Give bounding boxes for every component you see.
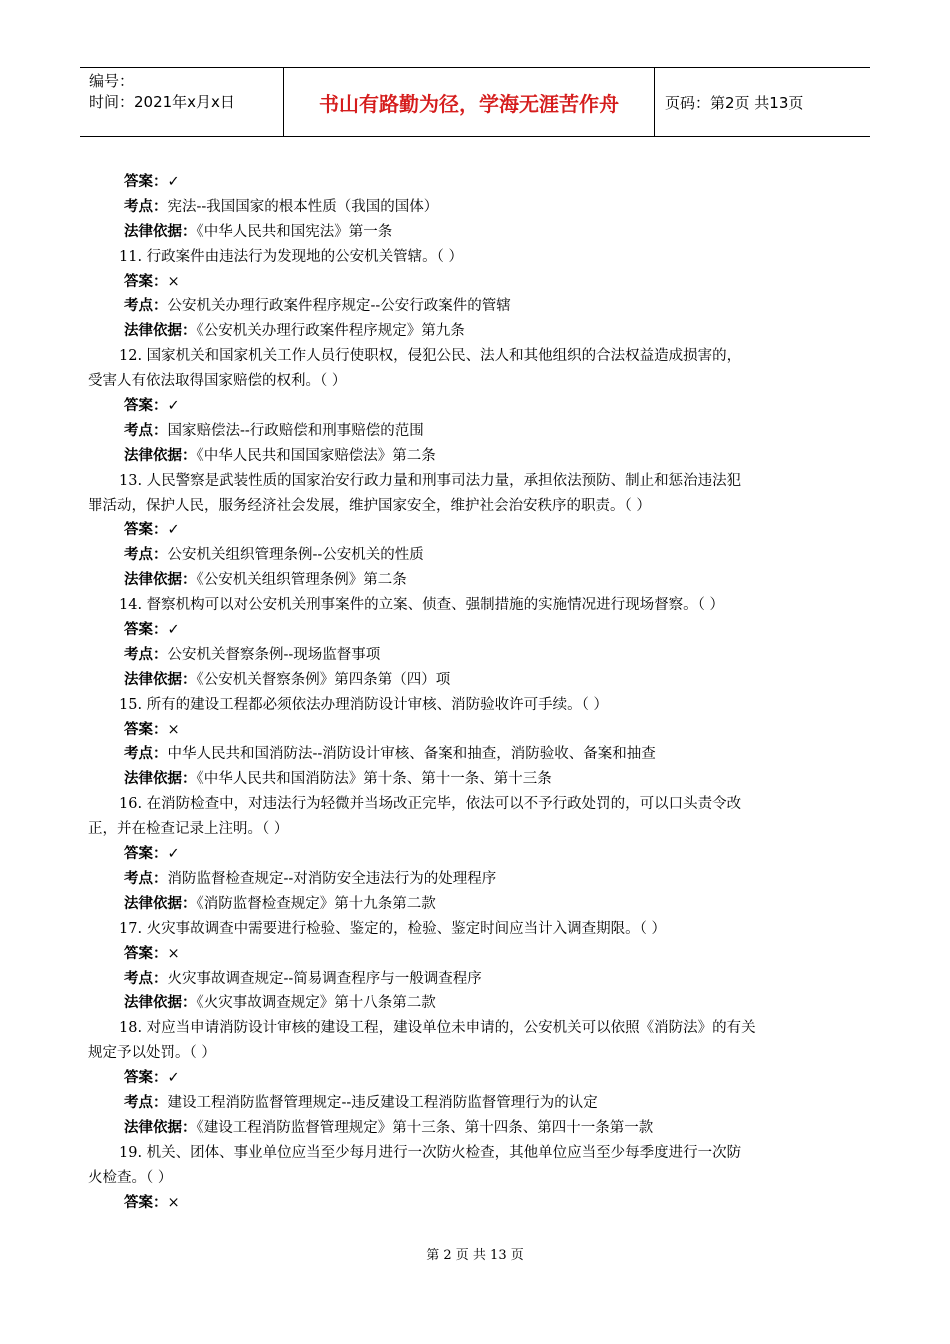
basis-line: 法律依据：《公安机关办理行政案件程序规定》第九条: [124, 323, 465, 340]
answer-line: 答案：✓: [124, 846, 180, 863]
answer-line: 答案：×: [124, 945, 180, 962]
answer-line: 答案：✓: [124, 398, 180, 415]
document-body: [88, 170, 860, 1215]
basis-line: 法律依据：《中华人民共和国宪法》第一条: [124, 223, 393, 240]
question-13: 13. 人民警察是武装性质的国家治安行政力量和刑事司法力量，承担依法预防、制止和惩治违法犯: [119, 472, 742, 489]
basis-line: 法律依据：《公安机关组织管理条例》第二条: [124, 572, 407, 589]
question-18: 18. 对应当申请消防设计审核的建设工程，建设单位未申请的，公安机关可以依照《消防法》的有关: [119, 1020, 756, 1037]
basis-line: 法律依据：《火灾事故调查规定》第十八条第二款: [124, 995, 436, 1012]
answer-line: 答案：✓: [124, 622, 180, 639]
answer-line: 答案：✓: [124, 174, 180, 190]
question-13-cont: 罪活动，保护人民，服务经济社会发展，维护国家安全，维护社会治安秩序的职责。（ ）: [88, 497, 651, 514]
question-12-cont: 受害人有依法取得国家赔偿的权利。（ ）: [88, 373, 347, 390]
answer-line: 答案：✓: [124, 1070, 180, 1087]
page-header: [80, 67, 870, 137]
point-line: 考点：宪法--我国国家的根本性质（我国的国体）: [124, 198, 439, 215]
header-page-info: 页码：第2页 共13页: [665, 93, 804, 112]
answer-line: 答案：×: [124, 721, 180, 738]
document-number-label: 编号：: [89, 72, 135, 90]
point-line: 考点：公安机关组织管理条例--公安机关的性质: [124, 547, 424, 564]
point-line: 考点：建设工程消防监督管理规定--违反建设工程消防监督管理行为的认定: [124, 1094, 598, 1111]
point-line: 考点：国家赔偿法--行政赔偿和刑事赔偿的范围: [124, 422, 424, 439]
basis-line: 法律依据：《消防监督检查规定》第十九条第二款: [124, 895, 436, 912]
point-line: 考点：公安机关督察条例--现场监督事项: [124, 646, 381, 663]
basis-line: 法律依据：《中华人民共和国消防法》第十条、第十一条、第十三条: [124, 771, 552, 788]
document-date: 时间：2021年x月x日: [89, 93, 235, 111]
answer-line: 答案：✓: [124, 522, 180, 539]
header-meta: [80, 68, 284, 136]
point-line: 考点：火灾事故调查规定--简易调查程序与一般调查程序: [124, 970, 482, 987]
question-16-cont: 正，并在检查记录上注明。（ ）: [88, 821, 289, 838]
answer-line: 答案：×: [124, 1194, 180, 1211]
question-12: 12. 国家机关和国家机关工作人员行使职权，侵犯公民、法人和其他组织的合法权益造成损害的，: [119, 348, 742, 365]
question-11: 11. 行政案件由违法行为发现地的公安机关管辖。（ ）: [119, 248, 464, 265]
point-line: 考点：公安机关办理行政案件程序规定--公安行政案件的管辖: [124, 298, 511, 315]
page-footer: 第 2 页 共 13 页: [426, 1248, 524, 1263]
basis-line: 法律依据：《中华人民共和国国家赔偿法》第二条: [124, 447, 436, 464]
point-line: 考点：消防监督检查规定--对消防安全违法行为的处理程序: [124, 870, 497, 887]
basis-line: 法律依据：《公安机关督察条例》第四条第（四）项: [124, 671, 451, 688]
question-14: 14. 督察机构可以对公安机关刑事案件的立案、侦查、强制措施的实施情况进行现场督察。（ ）: [119, 597, 725, 614]
header-motto: 书山有路勤为径，学海无涯苦作舟: [284, 68, 655, 136]
point-line: 考点：中华人民共和国消防法--消防设计审核、备案和抽查，消防验收、备案和抽查: [124, 746, 656, 763]
answer-line: 答案：×: [124, 273, 180, 290]
basis-line: 法律依据：《建设工程消防监督管理规定》第十三条、第十四条、第四十一条第一款: [124, 1119, 654, 1136]
question-15: 15. 所有的建设工程都必须依法办理消防设计审核、消防验收许可手续。（ ）: [119, 696, 609, 713]
question-16: 16. 在消防检查中，对违法行为轻微并当场改正完毕，依法可以不予行政处罚的，可以口头责令改: [119, 796, 742, 813]
question-19-cont: 火检查。（ ）: [88, 1169, 173, 1186]
question-19: 19. 机关、团体、事业单位应当至少每月进行一次防火检查，其他单位应当至少每季度进行一次防: [119, 1144, 742, 1161]
question-17: 17. 火灾事故调查中需要进行检验、鉴定的，检验、鉴定时间应当计入调查期限。（ ）: [119, 920, 667, 937]
question-18-cont: 规定予以处罚。（ ）: [88, 1045, 216, 1062]
